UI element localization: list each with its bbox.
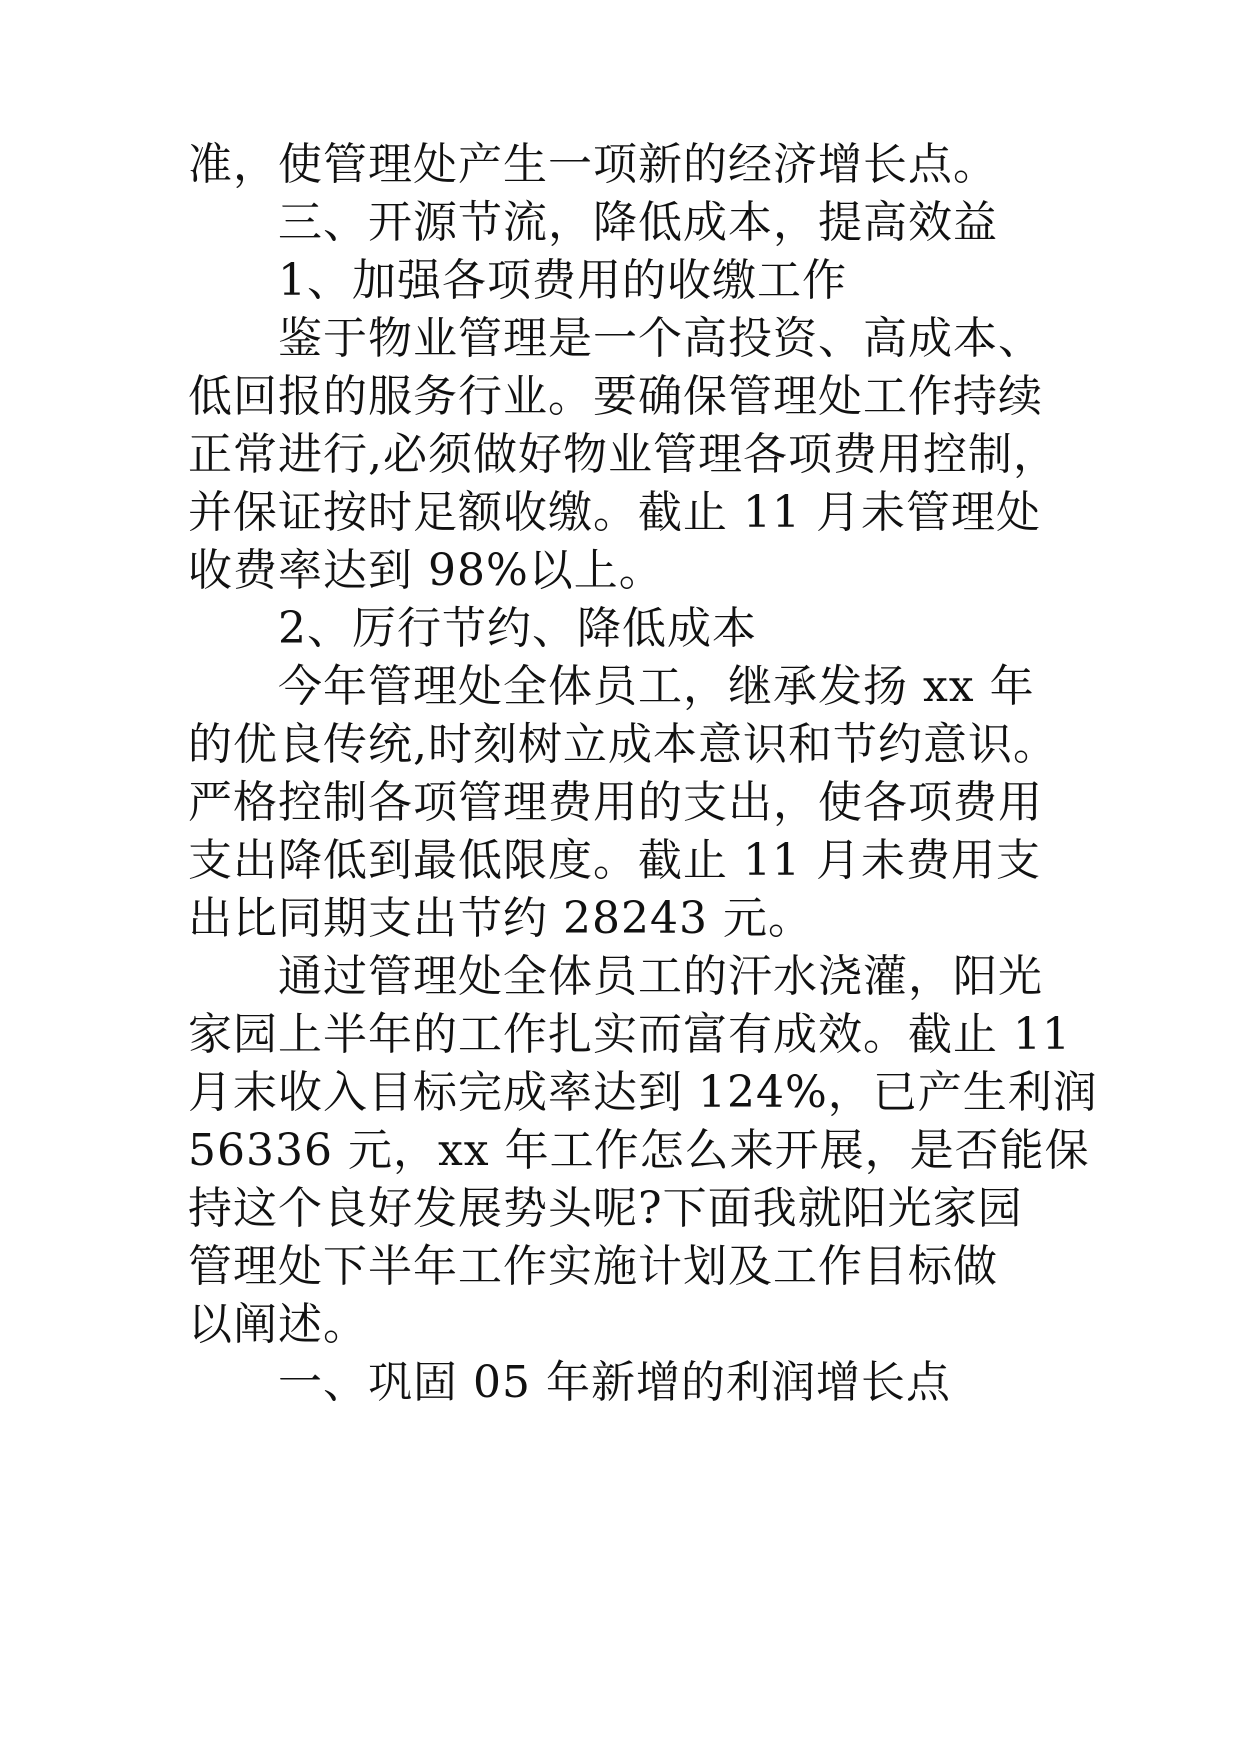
text-line: 严格控制各项管理费用的支出，使各项费用 [188, 777, 1043, 828]
section-heading: 一、巩固 05 年新增的利润增长点 [278, 1357, 951, 1408]
text-line: 通过管理处全体员工的汗水浇灌，阳光 [278, 951, 1043, 1002]
text-line: 月末收入目标完成率达到 124%，已产生利润 [188, 1067, 1098, 1118]
text-line: 支出降低到最低限度。截止 11 月未费用支 [188, 835, 1041, 886]
text-line: 家园上半年的工作扎实而富有成效。截止 11 [188, 1009, 1071, 1060]
text-line: 收费率达到 98%以上。 [188, 545, 664, 596]
text-line: 鉴于物业管理是一个高投资、高成本、 [278, 313, 1043, 364]
text-line: 并保证按时足额收缴。截止 11 月未管理处 [188, 487, 1041, 538]
text-line: 今年管理处全体员工，继承发扬 xx 年 [278, 661, 1035, 712]
section-heading: 三、开源节流，降低成本，提高效益 [278, 197, 998, 248]
text-line: 持这个良好发展势头呢?下面我就阳光家园 [188, 1183, 1023, 1234]
subsection-heading: 1、加强各项费用的收缴工作 [278, 255, 847, 306]
subsection-heading: 2、厉行节约、降低成本 [278, 603, 757, 654]
text-line: 的优良传统,时刻树立成本意识和节约意识。 [188, 719, 1058, 770]
text-line: 管理处下半年工作实施计划及工作目标做 [188, 1241, 998, 1292]
text-line: 低回报的服务行业。要确保管理处工作持续 [188, 371, 1043, 422]
text-line: 正常进行,必须做好物业管理各项费用控制， [188, 429, 1058, 480]
text-line: 出比同期支出节约 28243 元。 [188, 893, 813, 944]
text-line: 准，使管理处产生一项新的经济增长点。 [188, 139, 998, 190]
text-line: 56336 元，xx 年工作怎么来开展，是否能保 [188, 1125, 1090, 1176]
text-line: 以阐述。 [188, 1299, 368, 1350]
